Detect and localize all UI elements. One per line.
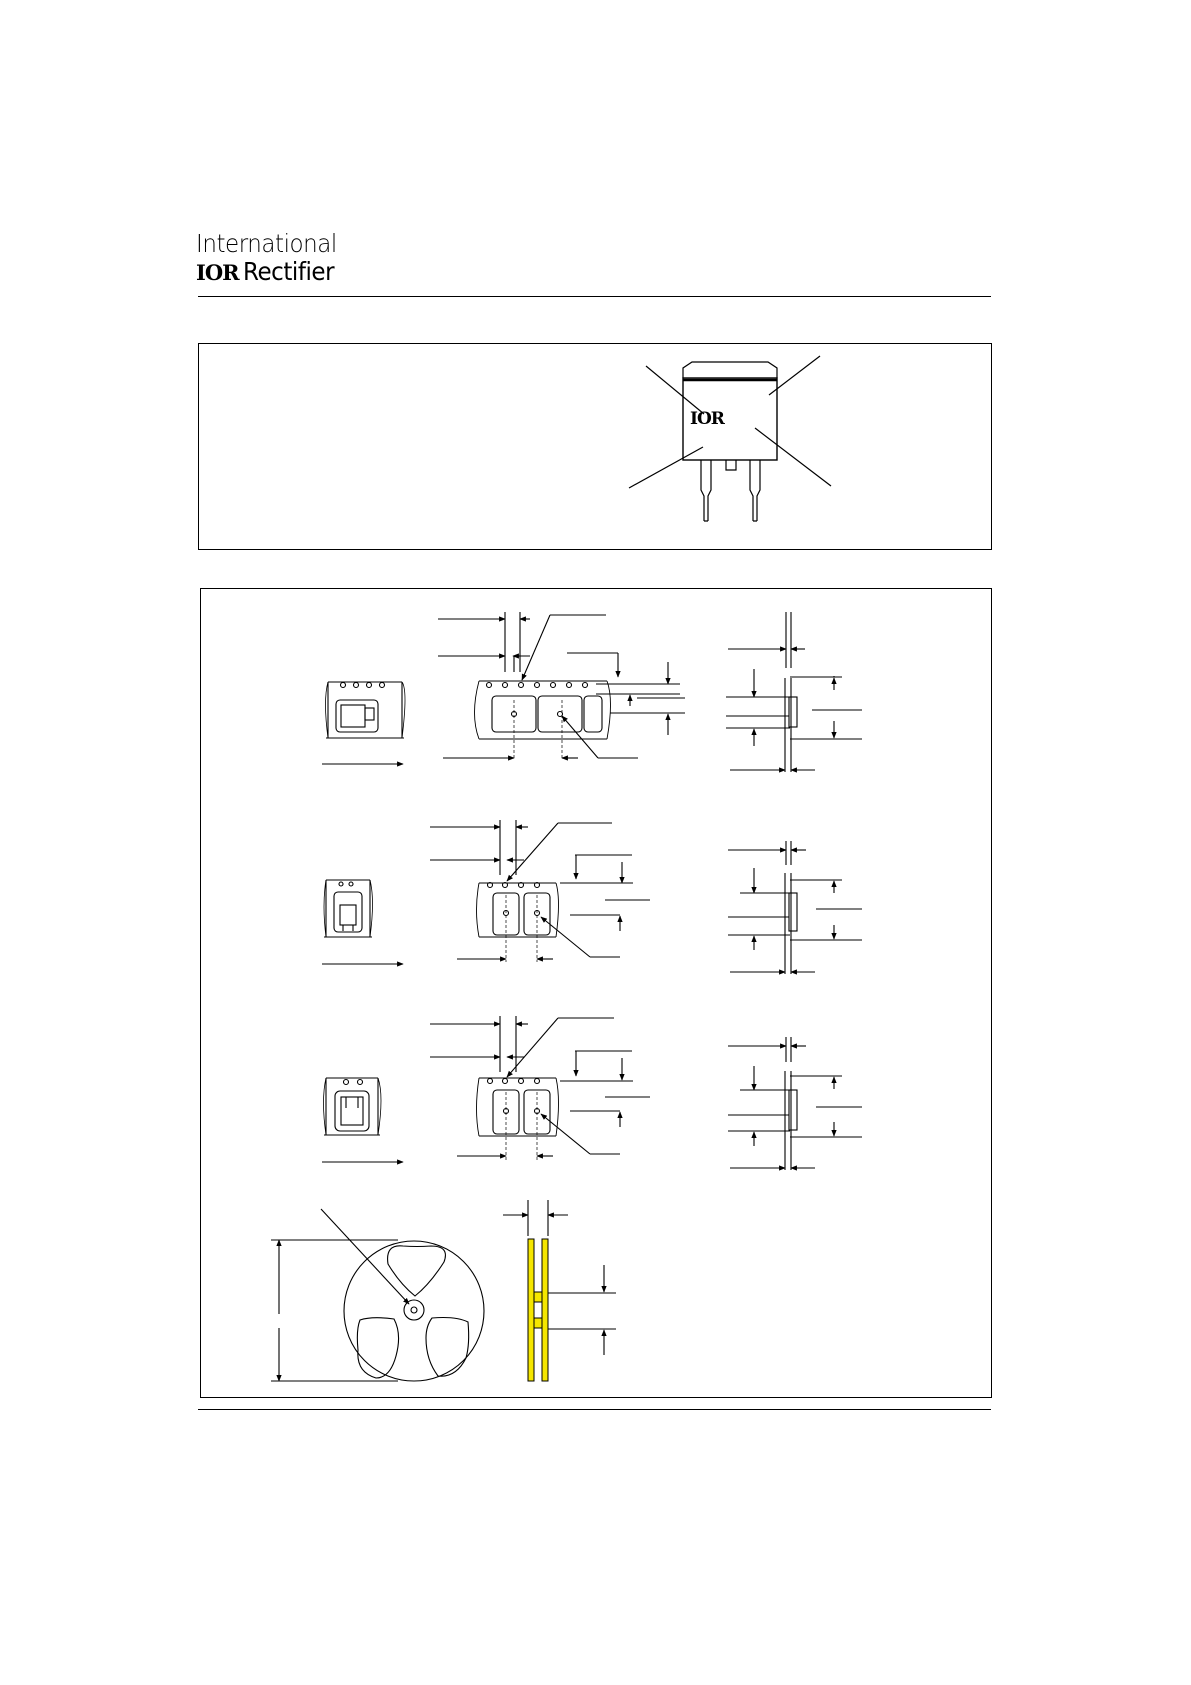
tape-row-1: [322, 612, 862, 772]
ior-logo-mark: IOR: [196, 260, 239, 285]
reel-front-view: [271, 1209, 484, 1381]
package-logo-marking: IOR: [690, 409, 724, 429]
company-name-line1: International: [196, 229, 337, 258]
tape-row-3: [322, 1016, 862, 1170]
tape-row-2: [322, 820, 862, 974]
footer-rule: [198, 1409, 991, 1410]
company-name-line2: Rectifier: [242, 257, 334, 286]
reel-hub-fill: [528, 1239, 548, 1381]
reel-side-view: [503, 1200, 616, 1355]
